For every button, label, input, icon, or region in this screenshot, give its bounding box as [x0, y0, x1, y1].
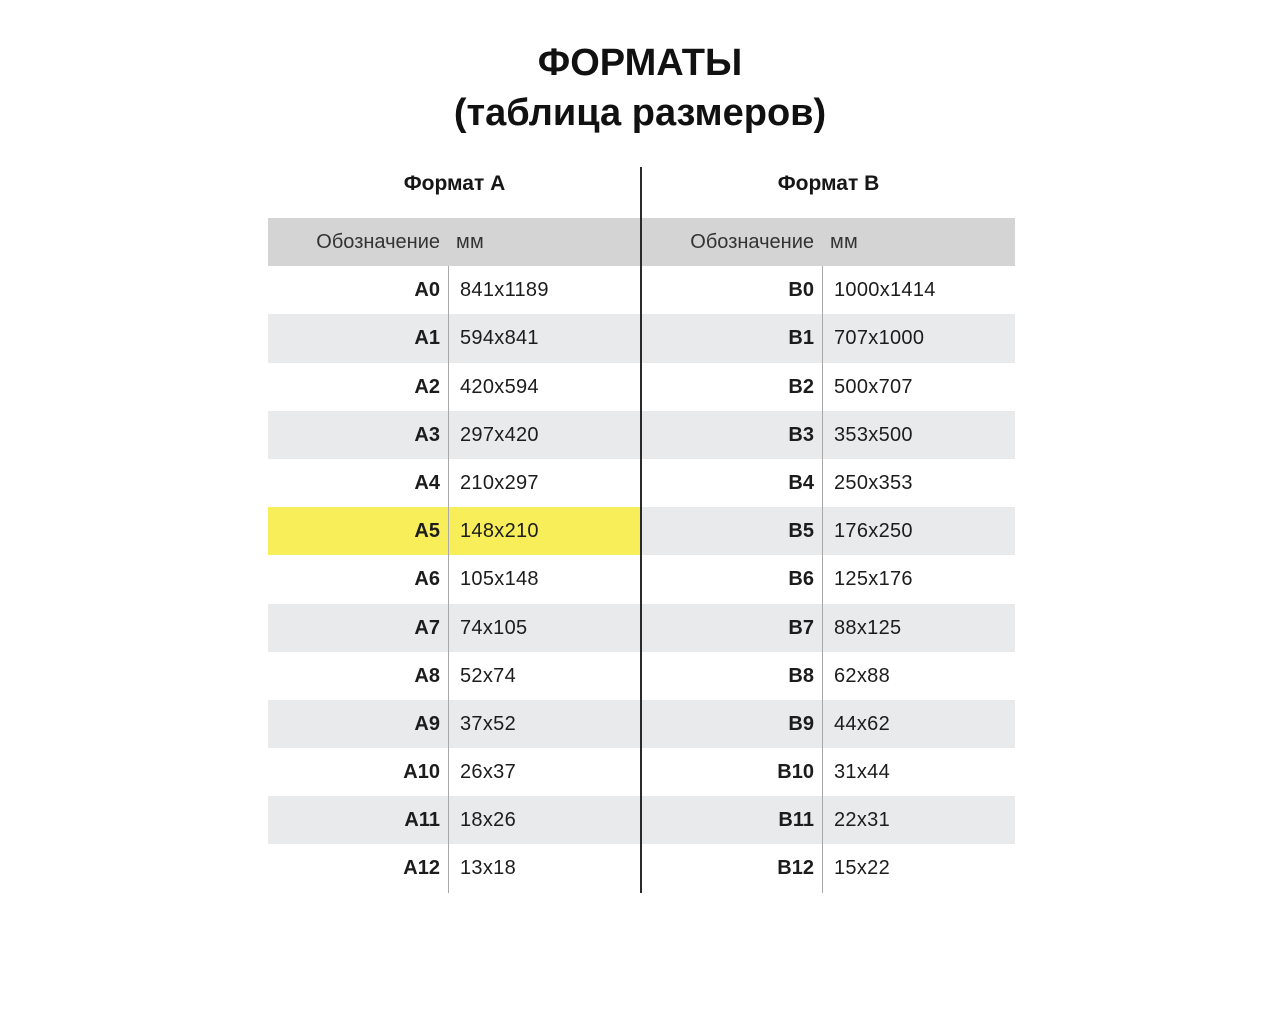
- table-row: [268, 700, 641, 748]
- format-name-cell: A6: [414, 568, 440, 591]
- formats-table: [268, 160, 1015, 893]
- table-row: [268, 604, 641, 652]
- format-size-cell: 594x841: [460, 327, 539, 350]
- table-row: [268, 266, 641, 314]
- format-name-cell: B5: [788, 520, 814, 543]
- format-size-cell: 31x44: [834, 761, 890, 784]
- format-size-cell: 15x22: [834, 857, 890, 880]
- header-name-cell: Обозначение: [316, 231, 440, 253]
- format-size-cell: 52x74: [460, 664, 516, 687]
- table-row: [642, 363, 1015, 411]
- table-row: [642, 700, 1015, 748]
- center-divider: [640, 167, 642, 893]
- page-title: [0, 38, 1280, 138]
- format-size-cell: 353x500: [834, 423, 913, 446]
- format-name-cell: A4: [414, 471, 440, 494]
- format-size-cell: 62x88: [834, 664, 890, 687]
- format-name-cell: B2: [788, 375, 814, 398]
- header-size-cell: мм: [456, 231, 485, 253]
- table-row: [642, 314, 1015, 362]
- format-name-cell: B8: [788, 664, 814, 687]
- format-b-table: [642, 218, 1015, 893]
- format-name-cell: A7: [414, 616, 440, 639]
- format-name-cell: A10: [403, 761, 440, 784]
- table-row: [642, 796, 1015, 844]
- table-row: [642, 748, 1015, 796]
- table-row: [268, 844, 641, 892]
- format-size-cell: 26x37: [460, 761, 516, 784]
- format-size-cell: 37x52: [460, 712, 516, 735]
- table-row: [642, 844, 1015, 892]
- header-name-cell: Обозначение: [690, 231, 814, 253]
- format-size-cell: 74x105: [460, 616, 528, 639]
- table-row: [642, 507, 1015, 555]
- format-name-cell: B4: [788, 471, 814, 494]
- format-name-cell: B9: [788, 712, 814, 735]
- format-size-cell: 1000x1414: [834, 279, 936, 302]
- format-size-cell: 500x707: [834, 375, 913, 398]
- format-name-cell: A11: [404, 809, 440, 832]
- format-name-cell: A3: [414, 423, 440, 446]
- table-header-row: [268, 218, 641, 266]
- format-size-cell: 297x420: [460, 423, 539, 446]
- table-row: [642, 266, 1015, 314]
- format-name-cell: A2: [414, 375, 440, 398]
- format-size-cell: 18x26: [460, 809, 516, 832]
- format-name-cell: A12: [403, 857, 440, 880]
- format-name-cell: B11: [778, 809, 814, 832]
- table-row: [268, 363, 641, 411]
- table-row: [268, 555, 641, 603]
- format-name-cell: A9: [414, 712, 440, 735]
- format-name-cell: A0: [414, 279, 440, 302]
- format-size-cell: 841x1189: [460, 279, 549, 302]
- format-b-title: Формат B: [777, 172, 880, 195]
- table-row: [268, 314, 641, 362]
- format-size-cell: 105x148: [460, 568, 539, 591]
- format-name-cell: B0: [788, 279, 814, 302]
- format-name-cell: B3: [788, 423, 814, 446]
- format-size-cell: 420x594: [460, 375, 539, 398]
- table-row: [642, 411, 1015, 459]
- page-title-line1: ФОРМАТЫ: [537, 42, 743, 84]
- table-row: [268, 652, 641, 700]
- format-a-title: Формат A: [403, 172, 506, 195]
- format-size-cell: 176x250: [834, 520, 913, 543]
- format-name-cell: B6: [788, 568, 814, 591]
- format-size-cell: 44x62: [834, 712, 890, 735]
- format-size-cell: 22x31: [834, 809, 890, 832]
- format-size-cell: 88x125: [834, 616, 902, 639]
- format-name-cell: A1: [414, 327, 440, 350]
- table-row: [642, 555, 1015, 603]
- table-row: [268, 507, 641, 555]
- format-name-cell: B10: [777, 761, 814, 784]
- format-name-cell: A8: [414, 664, 440, 687]
- table-row: [268, 796, 641, 844]
- format-size-cell: 148x210: [460, 520, 539, 543]
- format-size-cell: 707x1000: [834, 327, 925, 350]
- format-size-cell: 13x18: [460, 857, 516, 880]
- header-size-cell: мм: [830, 231, 859, 253]
- format-size-cell: 250x353: [834, 471, 913, 494]
- format-name-cell: B7: [788, 616, 814, 639]
- table-row: [642, 459, 1015, 507]
- table-row: [642, 604, 1015, 652]
- format-size-cell: 210x297: [460, 471, 539, 494]
- table-row: [268, 748, 641, 796]
- table-row: [642, 652, 1015, 700]
- format-name-cell: B1: [788, 327, 814, 350]
- table-row: [268, 459, 641, 507]
- format-name-cell: A5: [414, 520, 440, 543]
- format-name-cell: B12: [777, 857, 814, 880]
- format-a-table: [268, 218, 641, 893]
- page-title-line2: (таблица размеров): [453, 92, 827, 134]
- format-size-cell: 125x176: [834, 568, 913, 591]
- table-header-row: [642, 218, 1015, 266]
- table-row: [268, 411, 641, 459]
